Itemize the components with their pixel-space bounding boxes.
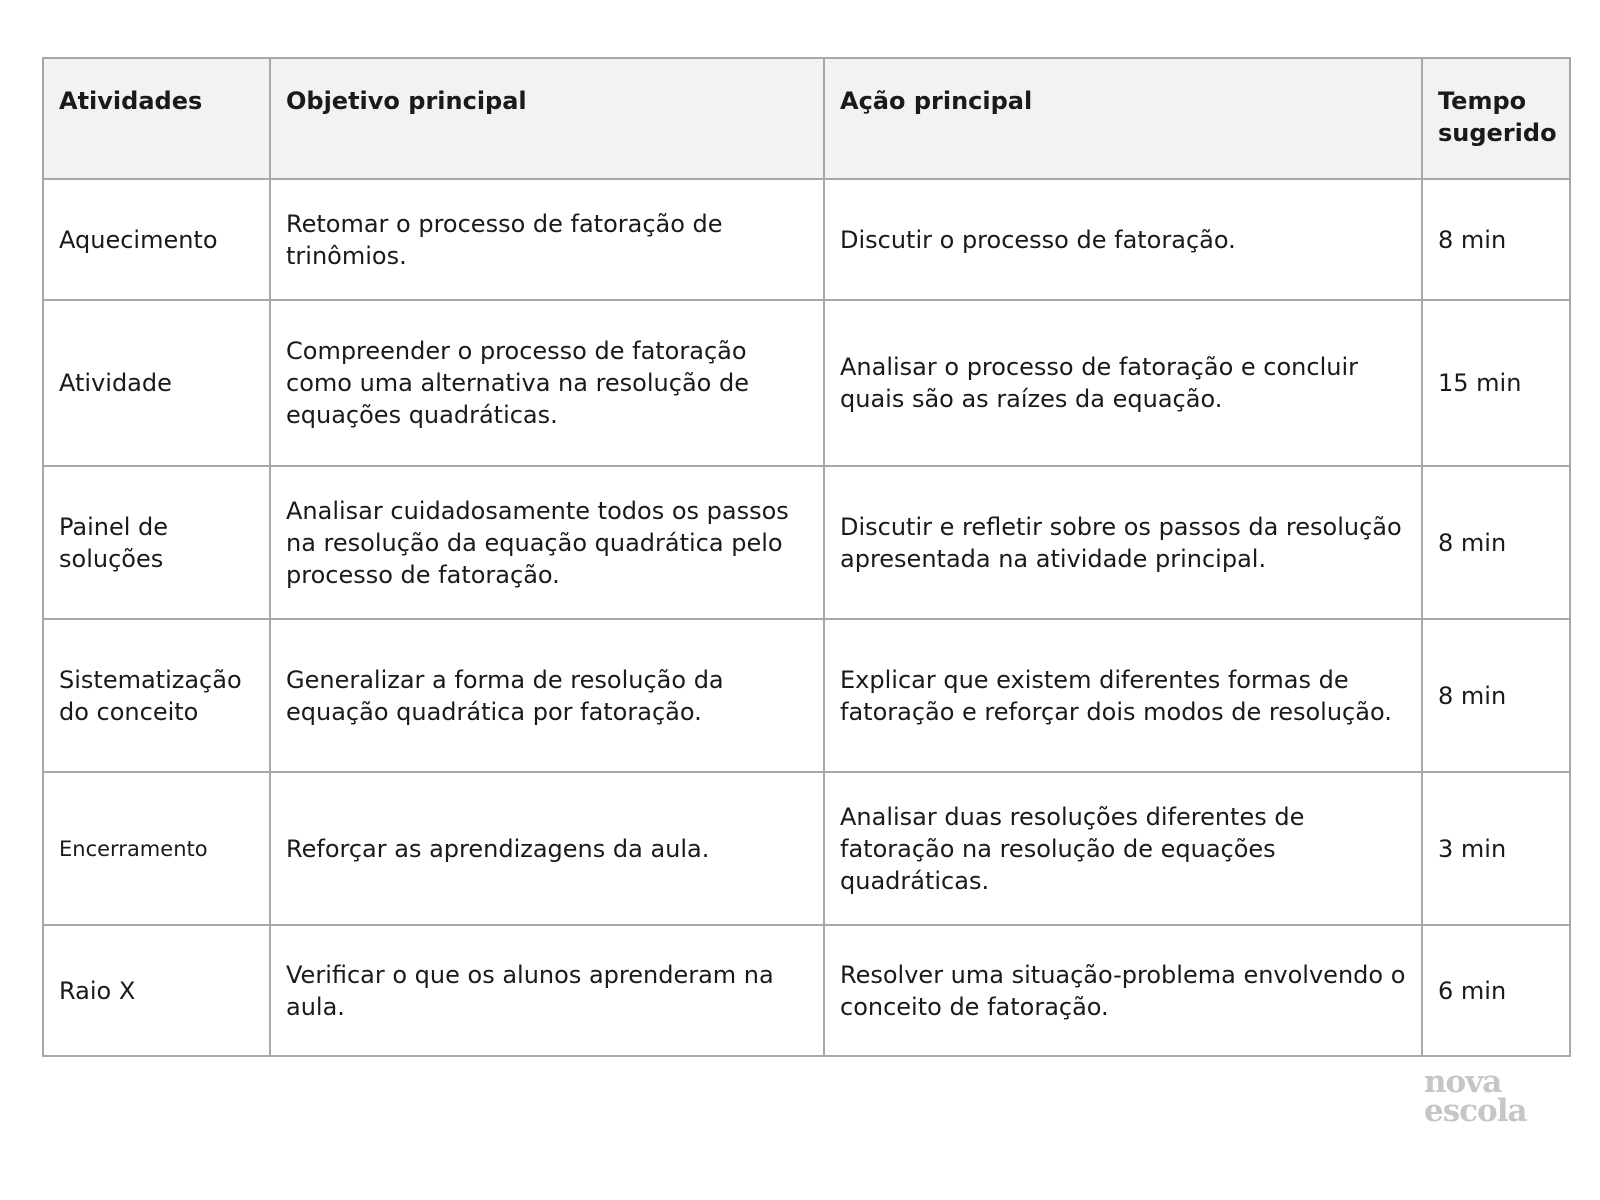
cell-acao: Explicar que existem diferentes formas de fatoração e reforçar dois modos de resolução. bbox=[824, 619, 1422, 772]
cell-acao: Analisar duas resoluções diferentes de fatoração na resolução de equações quadráticas. bbox=[824, 772, 1422, 925]
cell-atividade: Painel de soluções bbox=[43, 466, 270, 619]
table-row bbox=[43, 772, 1570, 925]
cell-acao: Discutir e refletir sobre os passos da resolução apresentada na atividade principal. bbox=[824, 466, 1422, 619]
header-row bbox=[43, 58, 1570, 179]
header-objetivo: Objetivo principal bbox=[270, 58, 824, 179]
cell-objetivo: Verificar o que os alunos aprenderam na aula. bbox=[270, 925, 824, 1056]
cell-acao: Discutir o processo de fatoração. bbox=[824, 179, 1422, 300]
cell-tempo: 8 min bbox=[1422, 179, 1570, 300]
table-row bbox=[43, 179, 1570, 300]
table-body bbox=[43, 179, 1570, 1056]
cell-tempo: 8 min bbox=[1422, 466, 1570, 619]
cell-tempo: 3 min bbox=[1422, 772, 1570, 925]
cell-objetivo: Analisar cuidadosamente todos os passos na resolução da equação quadrática pelo processo de fatoração. bbox=[270, 466, 824, 619]
cell-atividade: Encerramento bbox=[43, 772, 270, 925]
table-row bbox=[43, 300, 1570, 466]
header-acao: Ação principal bbox=[824, 58, 1422, 179]
nova-escola-logo bbox=[1424, 1064, 1544, 1129]
cell-objetivo: Reforçar as aprendizagens da aula. bbox=[270, 772, 824, 925]
cell-atividade: Sistematização do conceito bbox=[43, 619, 270, 772]
cell-tempo: 8 min bbox=[1422, 619, 1570, 772]
header-atividades: Atividades bbox=[43, 58, 270, 179]
lesson-plan-table bbox=[42, 57, 1571, 1057]
cell-tempo: 6 min bbox=[1422, 925, 1570, 1056]
table-row bbox=[43, 925, 1570, 1056]
table-header bbox=[43, 58, 1570, 179]
logo-line-escola: escola bbox=[1424, 1093, 1527, 1129]
header-tempo: Tempo sugerido bbox=[1422, 58, 1570, 179]
logo-line-nova: nova bbox=[1424, 1064, 1502, 1100]
table-row bbox=[43, 619, 1570, 772]
table-row bbox=[43, 466, 1570, 619]
cell-atividade: Atividade bbox=[43, 300, 270, 466]
cell-atividade: Aquecimento bbox=[43, 179, 270, 300]
cell-tempo: 15 min bbox=[1422, 300, 1570, 466]
cell-acao: Resolver uma situação-problema envolvendo o conceito de fatoração. bbox=[824, 925, 1422, 1056]
cell-atividade: Raio X bbox=[43, 925, 270, 1056]
cell-acao: Analisar o processo de fatoração e concluir quais são as raízes da equação. bbox=[824, 300, 1422, 466]
cell-objetivo: Retomar o processo de fatoração de trinômios. bbox=[270, 179, 824, 300]
cell-objetivo: Generalizar a forma de resolução da equação quadrática por fatoração. bbox=[270, 619, 824, 772]
cell-objetivo: Compreender o processo de fatoração como uma alternativa na resolução de equações quadráticas. bbox=[270, 300, 824, 466]
